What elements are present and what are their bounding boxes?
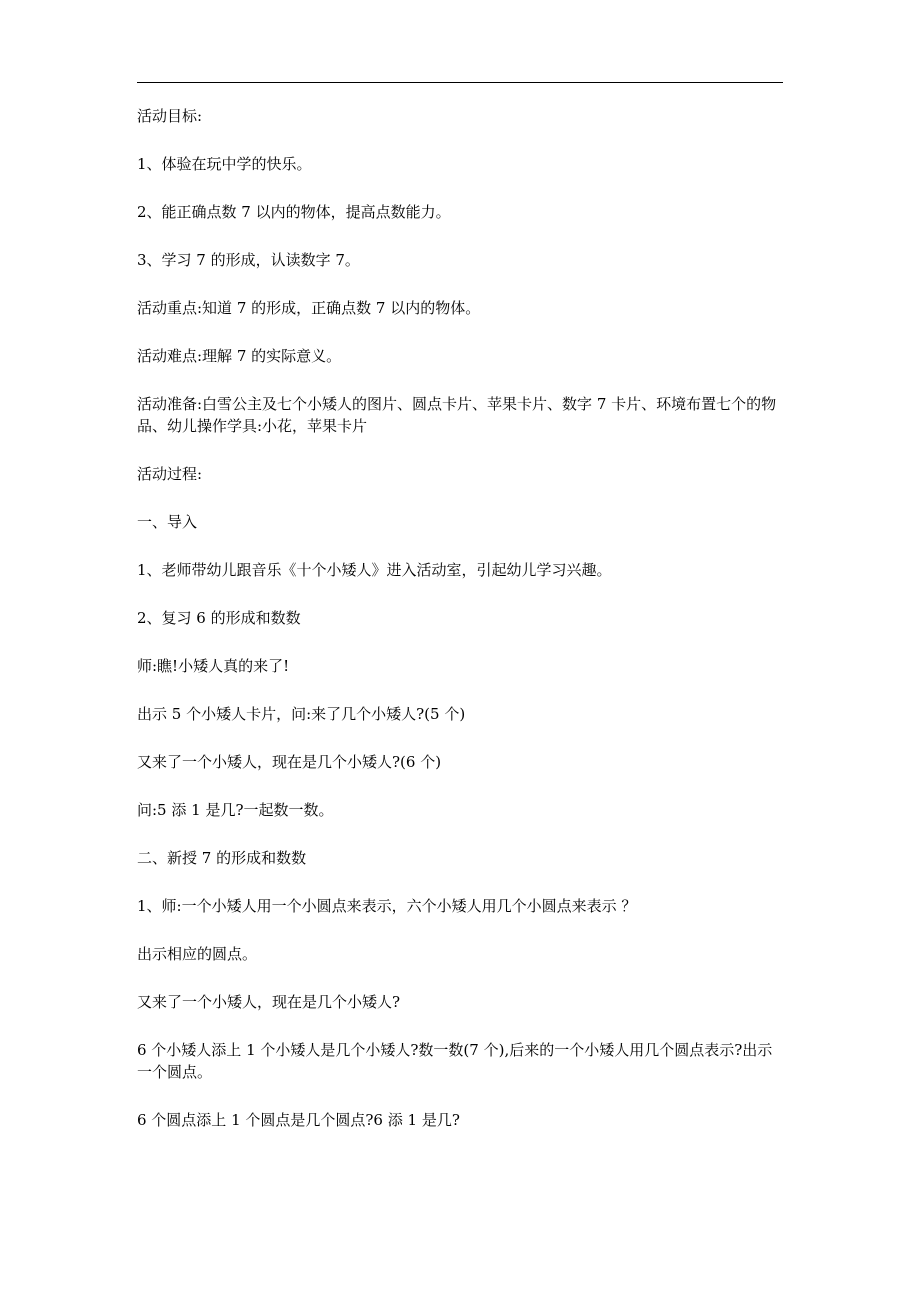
paragraph: 活动过程: [137, 465, 203, 483]
paragraph: 又来了一个小矮人，现在是几个小矮人?(6 个) [137, 753, 442, 771]
paragraph: 1、老师带幼儿跟音乐《十个小矮人》进入活动室，引起幼儿学习兴趣。 [137, 561, 612, 579]
paragraph: 活动目标: [137, 107, 203, 125]
paragraph: 活动难点:理解 7 的实际意义。 [137, 347, 342, 365]
paragraph: 活动准备:白雪公主及七个小矮人的图片、圆点卡片、苹果卡片、数字 7 卡片、环境布置七个的物品、幼儿操作学具:小花，苹果卡片 [137, 395, 777, 435]
paragraph: 师:瞧!小矮人真的来了! [137, 657, 290, 675]
paragraph: 一、导入 [137, 513, 198, 531]
paragraph: 1、师:一个小矮人用一个小圆点来表示，六个小矮人用几个小圆点来表示 ？ [137, 897, 637, 915]
paragraph: 3、学习 7 的形成，认读数字 7。 [137, 251, 360, 269]
paragraph: 1、体验在玩中学的快乐。 [137, 155, 312, 173]
paragraph: 问:5 添 1 是几?一起数一数。 [137, 801, 334, 819]
paragraph: 2、能正确点数 7 以内的物体，提高点数能力。 [137, 203, 451, 221]
paragraph: 二、新授 7 的形成和数数 [137, 849, 307, 867]
paragraph: 2、复习 6 的形成和数数 [137, 609, 301, 627]
paragraph: 活动重点:知道 7 的形成，正确点数 7 以内的物体。 [137, 299, 481, 317]
header-rule [137, 82, 783, 83]
paragraph: 出示相应的圆点。 [137, 945, 258, 963]
paragraph: 出示 5 个小矮人卡片，问:来了几个小矮人?(5 个) [137, 705, 466, 723]
document-body [137, 105, 787, 1131]
paragraph: 6 个圆点添上 1 个圆点是几个圆点?6 添 1 是几? [137, 1111, 460, 1129]
paragraph: 6 个小矮人添上 1 个小矮人是几个小矮人?数一数(7 个),后来的一个小矮人用几个圆点表示?出示一个圆点。 [137, 1041, 773, 1081]
paragraph: 又来了一个小矮人，现在是几个小矮人? [137, 993, 401, 1011]
